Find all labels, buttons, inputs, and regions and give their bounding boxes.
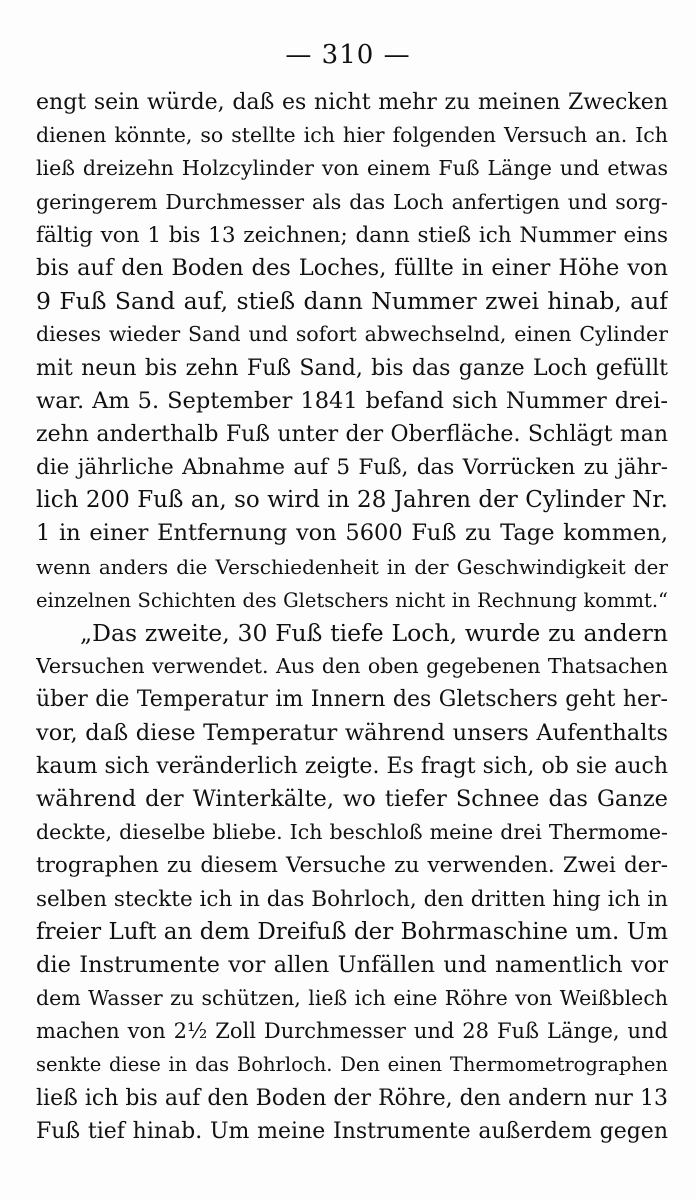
text-line: Fuß tief hinab. Um meine Instrumente außerdem gegen [36, 1118, 668, 1144]
text-line: dienen könnte, so stellte ich hier folgenden Versuch an. Ich [36, 123, 668, 148]
text-line: deckte, dieselbe bliebe. Ich beschloß meine drei Thermome- [36, 820, 668, 845]
text-line: vor, daß diese Temperatur während unsers Aufenthalts [36, 719, 668, 746]
text-line: dieses wieder Sand und sofort abwechselnd, einen Cylinder [36, 322, 668, 347]
text-line: während der Winterkälte, wo tiefer Schnee das Ganze [36, 785, 668, 812]
text-line: geringerem Durchmesser als das Loch anfertigen und sorg- [36, 189, 668, 214]
text-line: machen von 2½ Zoll Durchmesser und 28 Fuß Länge, und [36, 1019, 668, 1044]
text-line: senkte diese in das Bohrloch. Den einen Thermometrographen [36, 1053, 668, 1077]
text-line: 1 in einer Entfernung von 5600 Fuß zu Tage kommen, [36, 520, 668, 547]
text-line: freier Luft an dem Dreifuß der Bohrmaschine um. Um [36, 918, 668, 945]
text-line: lich 200 Fuß an, so wird in 28 Jahren der Cylinder Nr. [36, 487, 668, 514]
paragraph-start-line: „Das zweite, 30 Fuß tiefe Loch, wurde zu andern [80, 619, 668, 647]
text-line: Versuchen verwendet. Aus den oben gegebenen Thatsachen [36, 654, 668, 679]
text-line: war. Am 5. September 1841 befand sich Nummer drei- [36, 387, 668, 414]
page-number: — 310 — [285, 40, 411, 70]
text-line: wenn anders die Verschiedenheit in der Geschwindigkeit der [36, 554, 668, 579]
text-line: die jährliche Abnahme auf 5 Fuß, das Vorrücken zu jähr- [36, 455, 668, 481]
text-line: über die Temperatur im Innern des Gletschers geht her- [36, 687, 668, 713]
text-line: trographen zu diesem Versuche zu verwenden. Zwei der- [36, 853, 668, 879]
text-line: zehn anderthalb Fuß unter der Oberfläche. Schlägt man [36, 421, 668, 447]
text-line: kaum sich veränderlich zeigte. Es fragt sich, ob sie auch [36, 753, 668, 779]
text-line: einzelnen Schichten des Gletschers nicht in Rechnung kommt.“ [36, 588, 668, 612]
text-line: 9 Fuß Sand auf, stieß dann Nummer zwei hinab, auf [36, 287, 668, 316]
text-line: engt sein würde, daß es nicht mehr zu meinen Zwecken [36, 90, 668, 115]
text-line: fältig von 1 bis 13 zeichnen; dann stieß ich Nummer eins [36, 222, 668, 248]
text-line: die Instrumente vor allen Unfällen und namentlich vor [36, 951, 668, 978]
text-line: ließ dreizehn Holzcylinder von einem Fuß Länge und etwas [36, 156, 668, 181]
text-line: selben steckte ich in das Bohrloch, den dritten hing ich in [36, 886, 668, 912]
text-line: dem Wasser zu schützen, ließ ich eine Röhre von Weißblech [36, 986, 668, 1011]
text-line: bis auf den Boden des Loches, füllte in einer Höhe von [36, 254, 668, 281]
body-text [36, 86, 668, 1148]
text-line: mit neun bis zehn Fuß Sand, bis das ganze Loch gefüllt [36, 355, 668, 381]
text-line: ließ ich bis auf den Boden der Röhre, den andern nur 13 [36, 1085, 668, 1111]
